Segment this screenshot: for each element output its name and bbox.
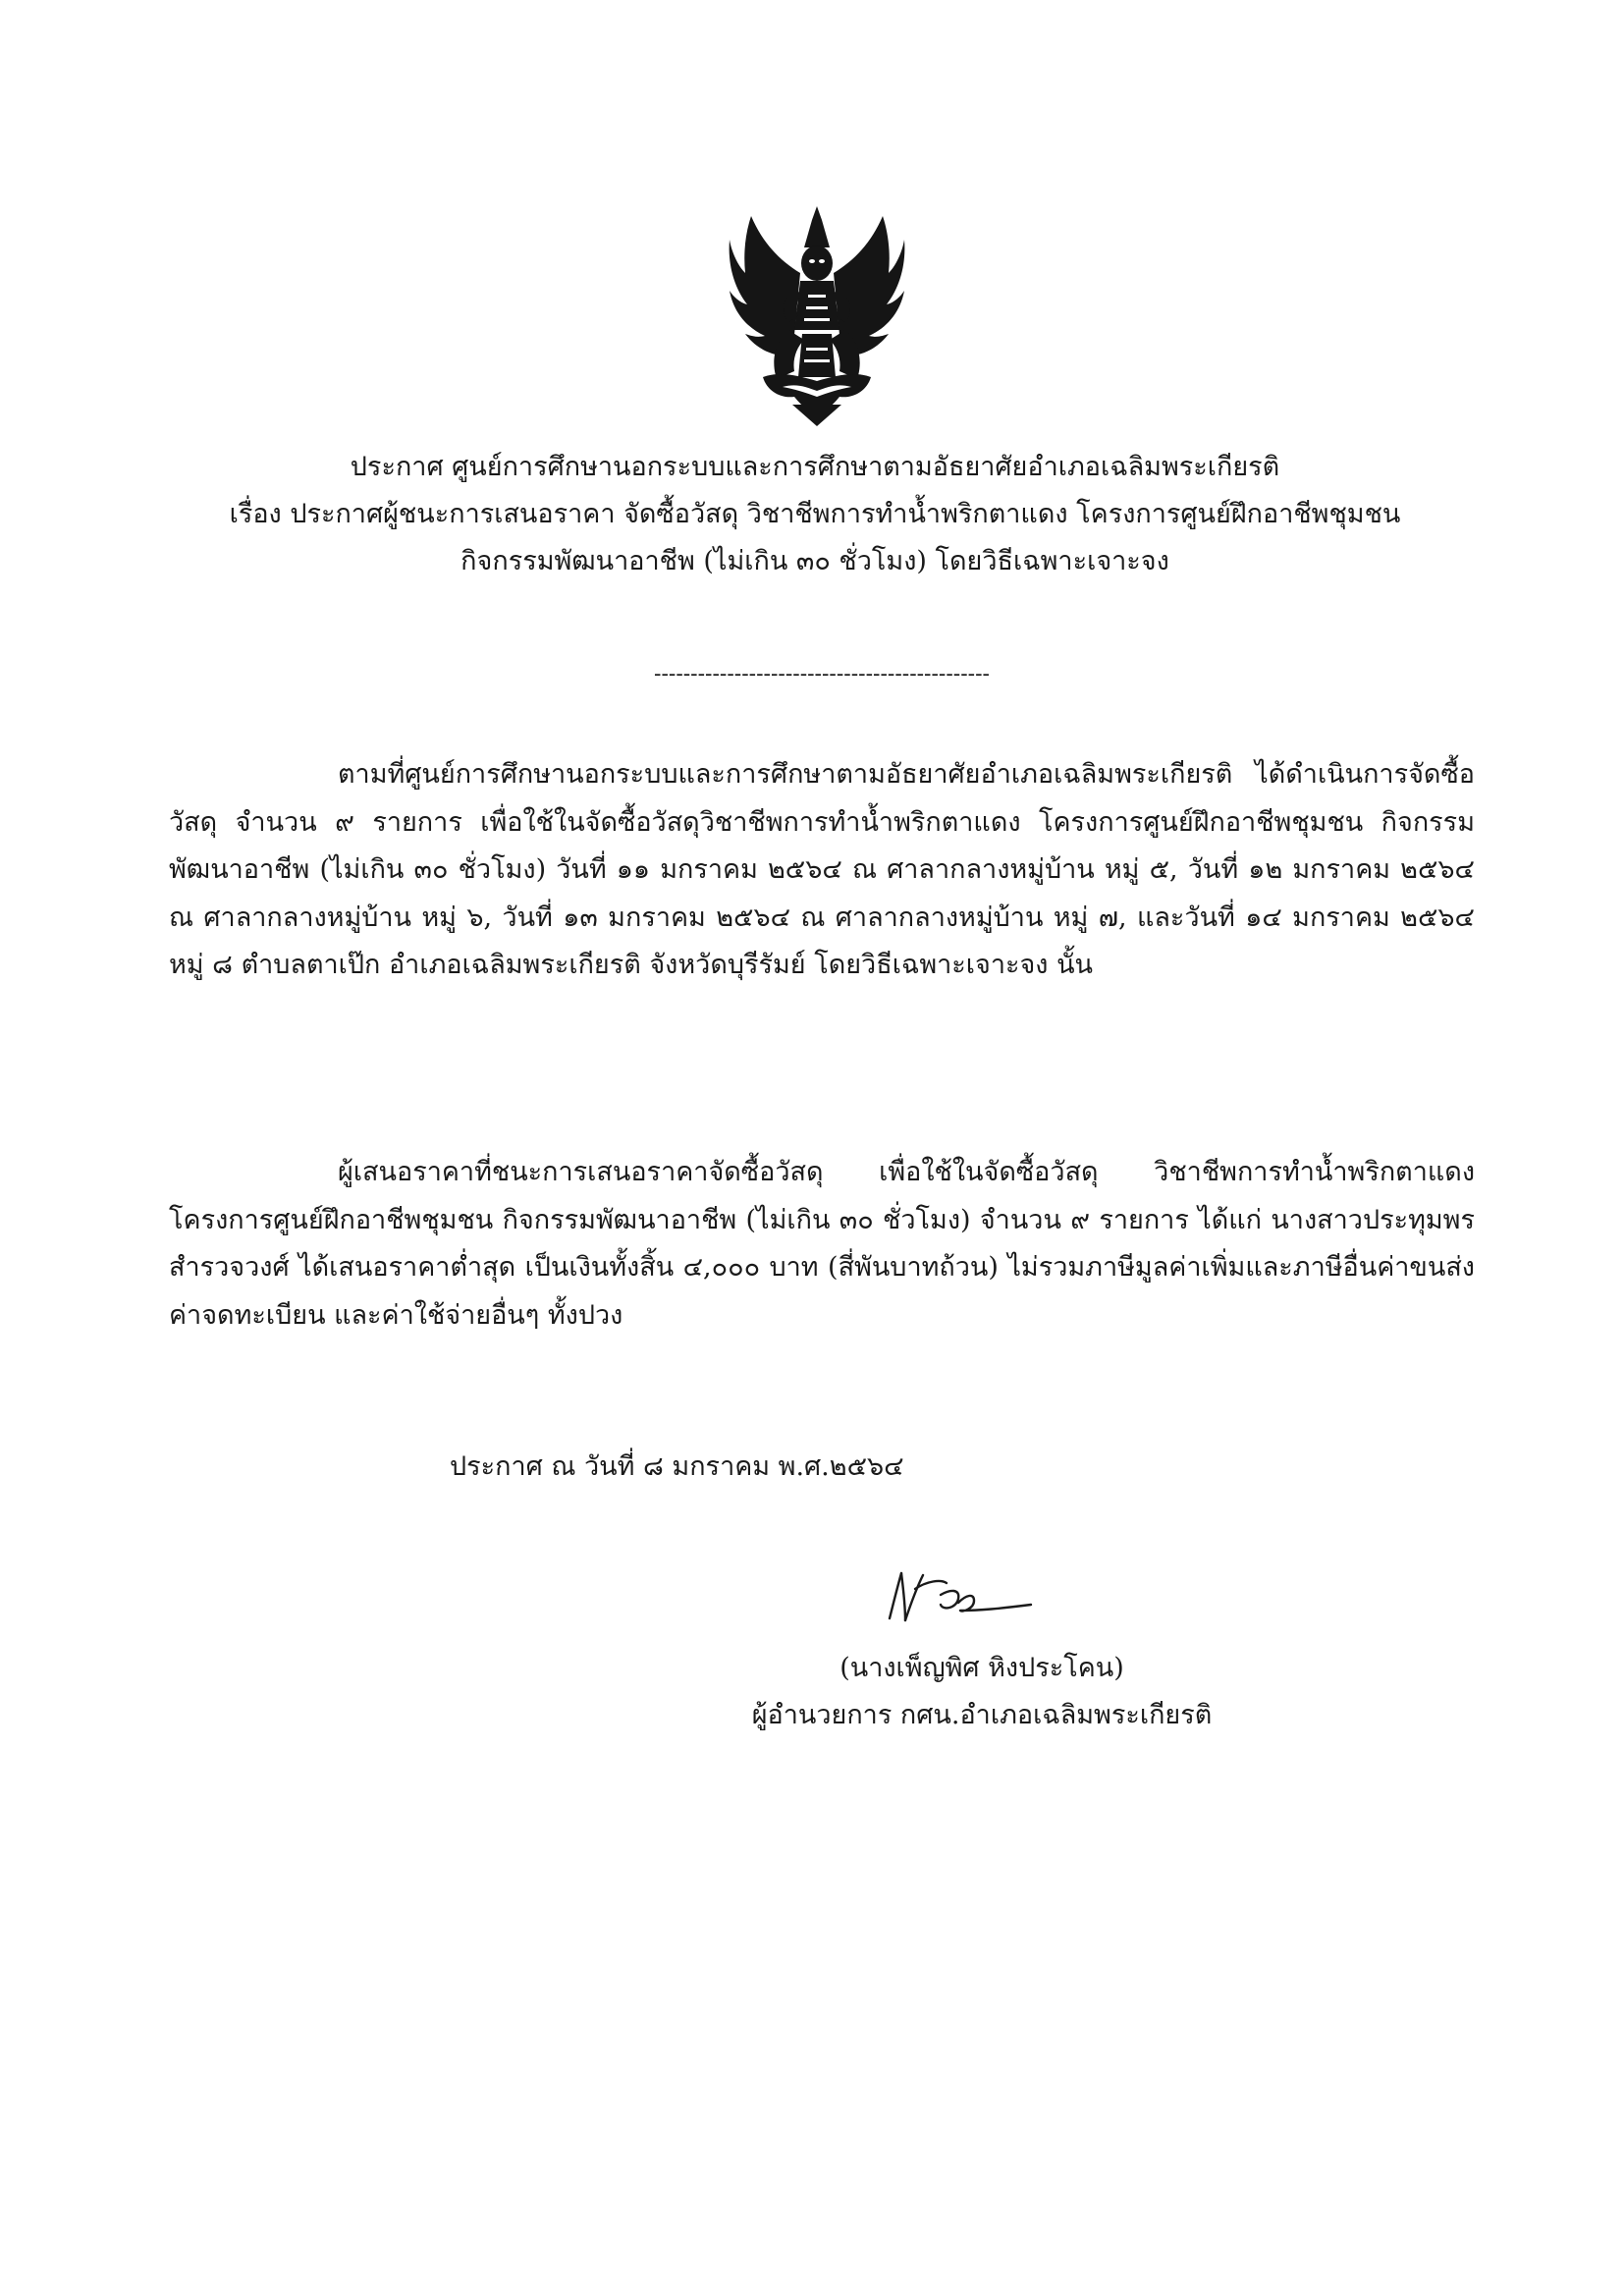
header-subject-line: เรื่อง ประกาศผู้ชนะการเสนอราคา จัดซื้อวัสดุ วิชาชีพการทำน้ำพริกตาแดง โครงการศูนย์ฝึกอาชีพชุมชน [229,499,1401,529]
garuda-emblem-icon [724,204,910,428]
header-title-line: ประกาศ ศูนย์การศึกษานอกระบบและการศึกษาตามอัธยาศัยอำเภอเฉลิมพระเกียรติ [350,452,1280,482]
paragraph-text: ตามที่ศูนย์การศึกษานอกระบบและการศึกษาตามอัธยาศัยอำเภอเฉลิมพระเกียรติ ได้ดำเนินการจัดซื้อวัสดุ จำนวน ๙ รายการ เพื่อใช้ในจัดซื้อวัสดุวิชาชีพการทำน้ำพริกตาแดง โครงการศูนย์ฝึกอาชีพชุมชน กิจกรรมพัฒนาอาชีพ (ไม่เกิน ๓๐ ชั่วโมง) วันที่ ๑๑ มกราคม ๒๕๖๔ ณ ศาลากลางหมู่บ้าน หมู่ ๕, วันที่ ๑๒ มกราคม ๒๕๖๔ ณ ศาลากลางหมู่บ้าน หมู่ ๖, วันที่ ๑๓ มกราคม ๒๕๖๔ ณ ศาลากลางหมู่บ้าน หมู่ ๗, และวันที่ ๑๔ มกราคม ๒๕๖๔ หมู่ ๘ ตำบลตาเป๊ก อำเภอเฉลิมพระเกียรติ จังหวัดบุรีรัมย์ โดยวิธีเฉพาะเจาะจง นั้น [169,759,1475,981]
signer-position: ผู้อำนวยการ กศน.อำเภอเฉลิมพระเกียรติ [751,1700,1213,1730]
header-divider: ---------------------------------------------- [654,662,990,686]
signer-name: (นางเพ็ญพิศ หิงประโคน) [839,1653,1124,1683]
header-subject-continuation: กิจกรรมพัฒนาอาชีพ (ไม่เกิน ๓๐ ชั่วโมง) โดยวิธีเฉพาะเจาะจง [460,546,1169,576]
body-paragraph-1 [169,751,1475,990]
signer-block [736,1645,1227,1739]
body-paragraph-2 [169,1149,1475,1339]
issue-date: ประกาศ ณ วันที่ ๘ มกราคม พ.ศ.๒๕๖๔ [450,1451,904,1482]
paragraph-text: ผู้เสนอราคาที่ชนะการเสนอราคาจัดซื้อวัสดุ เพื่อใช้ในจัดซื้อวัสดุ วิชาชีพการทำน้ำพริกตาแดง โครงการศูนย์ฝึกอาชีพชุมชน กิจกรรมพัฒนาอาชีพ (ไม่เกิน ๓๐ ชั่วโมง) จำนวน ๙ รายการ ได้แก่ นางสาวประทุมพร สำรวจวงศ์ ได้เสนอราคาต่ำสุด เป็นเงินทั้งสิ้น ๔,๐๐๐ บาท (สี่พันบาทถ้วน) ไม่รวมภาษีมูลค่าเพิ่มและภาษีอื่นค่าขนส่ง ค่าจดทะเบียน และค่าใช้จ่ายอื่นๆ ทั้งปวง [169,1157,1475,1331]
handwritten-signature [872,1559,1039,1638]
document-header [147,444,1483,585]
